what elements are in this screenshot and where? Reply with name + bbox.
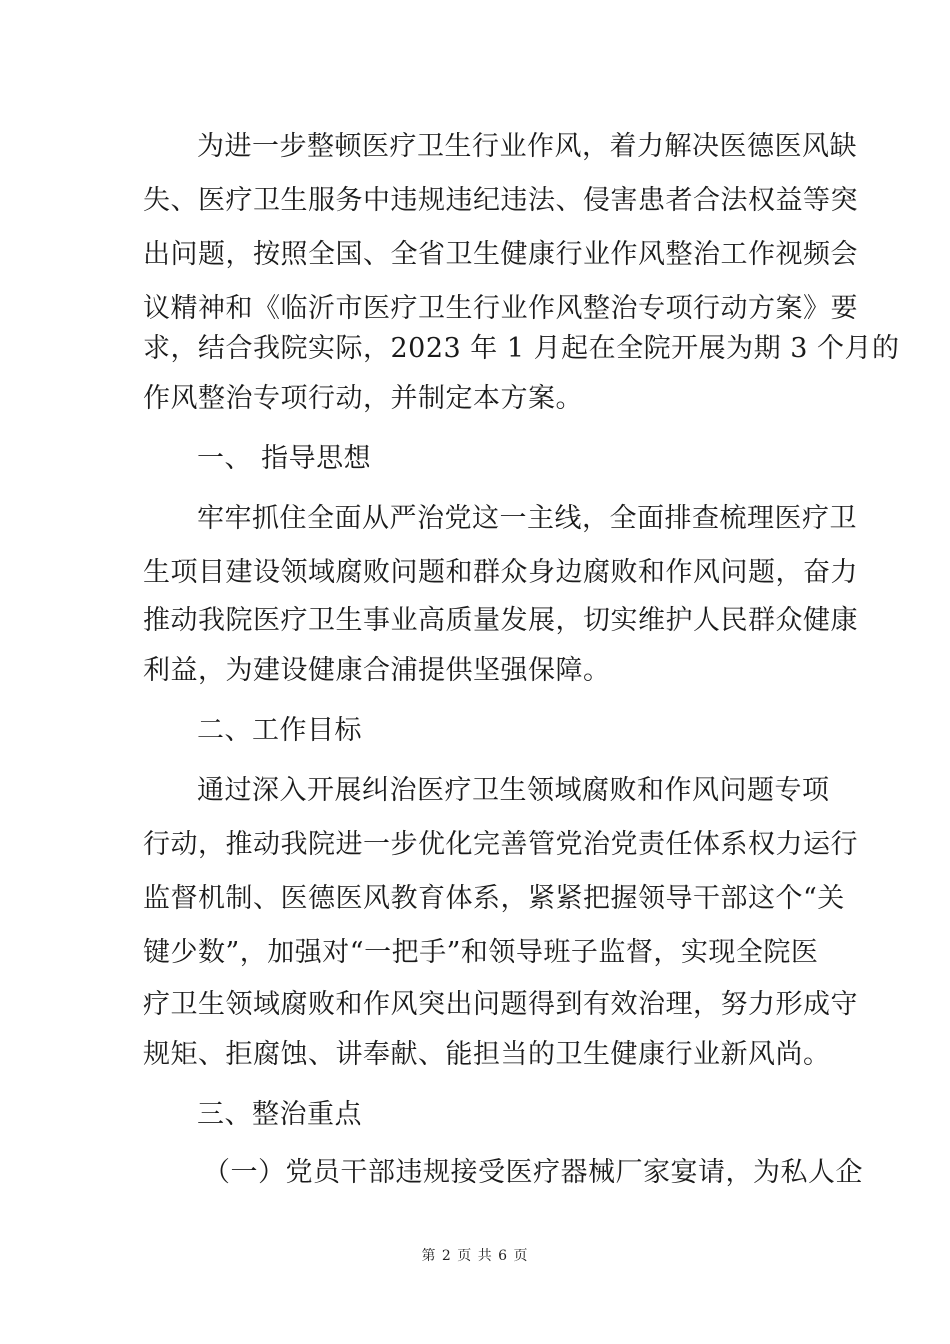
- paragraph-guidance-line-2: 生项目建设领域腐败问题和群众身边腐败和作风问题，奋力: [143, 557, 858, 588]
- paragraph-focus-line-1: （一）党员干部违规接受医疗器械厂家宴请，为私人企: [203, 1157, 863, 1188]
- paragraph-intro-line-3: 出问题，按照全国、全省卫生健康行业作风整治工作视频会: [143, 239, 858, 270]
- paragraph-goals-line-1: 通过深入开展纠治医疗卫生领域腐败和作风问题专项: [197, 775, 830, 806]
- paragraph-intro-line-6: 作风整治专项行动，并制定本方案。: [143, 383, 583, 414]
- section-heading-2: 二、工作目标: [197, 715, 362, 746]
- section-heading-1: 一、 指导思想: [197, 443, 372, 474]
- paragraph-guidance-line-4: 利益，为建设健康合浦提供坚强保障。: [143, 655, 611, 686]
- paragraph-intro-line-4: 议精神和《临沂市医疗卫生行业作风整治专项行动方案》要: [143, 293, 858, 324]
- paragraph-goals-line-6: 规矩、拒腐蚀、讲奉献、能担当的卫生健康行业新风尚。: [143, 1039, 831, 1070]
- page-number-footer: 第 2 页 共 6 页: [421, 1248, 529, 1264]
- paragraph-goals-line-3: 监督机制、医德医风教育体系，紧紧把握领导干部这个“关: [143, 883, 845, 914]
- paragraph-goals-line-4: 键少数”，加强对“一把手”和领导班子监督，实现全院医: [143, 937, 819, 968]
- paragraph-intro-line-2: 失、医疗卫生服务中违规违纪违法、侵害患者合法权益等突: [143, 185, 858, 216]
- section-heading-3: 三、整治重点: [197, 1099, 362, 1130]
- paragraph-guidance-line-3: 推动我院医疗卫生事业高质量发展，切实维护人民群众健康: [143, 605, 858, 636]
- paragraph-goals-line-5: 疗卫生领域腐败和作风突出问题得到有效治理，努力形成守: [143, 989, 858, 1020]
- paragraph-intro-line-1: 为进一步整顿医疗卫生行业作风，着力解决医德医风缺: [197, 131, 857, 162]
- paragraph-guidance-line-1: 牢牢抓住全面从严治党这一主线，全面排查梳理医疗卫: [197, 503, 857, 534]
- paragraph-intro-line-5: 求，结合我院实际，2023 年 1 月起在全院开展为期 3 个月的: [143, 333, 900, 364]
- paragraph-goals-line-2: 行动，推动我院进一步优化完善管党治党责任体系权力运行: [143, 829, 858, 860]
